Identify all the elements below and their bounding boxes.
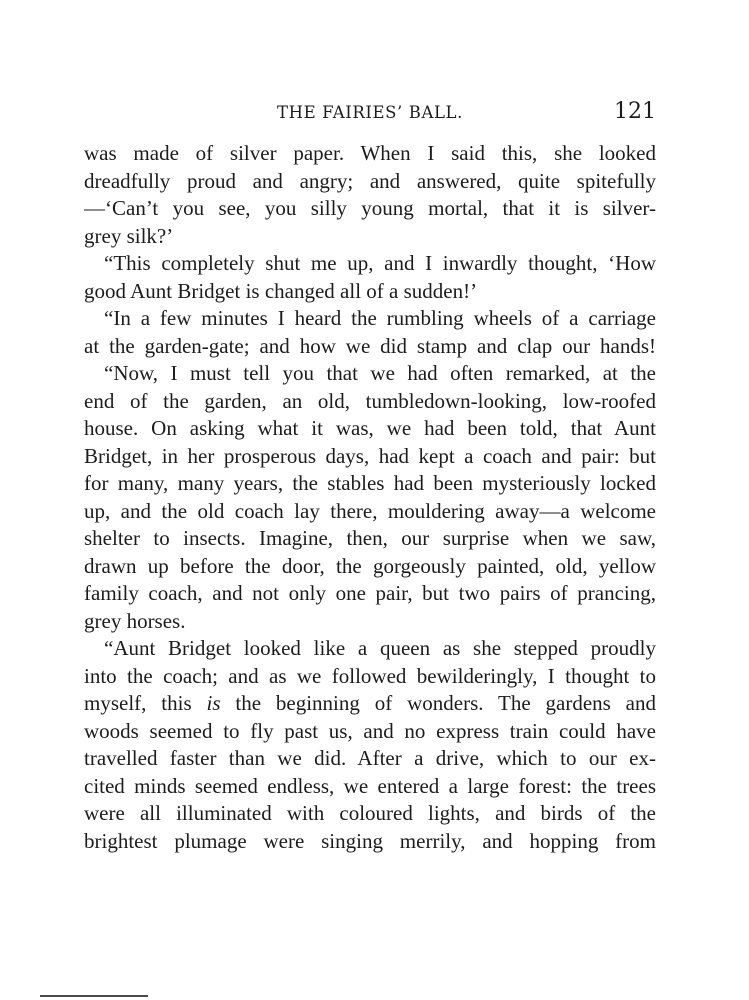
- body-text: [84, 140, 656, 855]
- text-line: myself, this is the beginning of wonders. The gardens and: [84, 691, 657, 715]
- text-line: “In a few minutes I heard the rumbling wheels of a carriage: [104, 306, 656, 330]
- bottom-rule: [40, 995, 148, 997]
- text-line: brightest plumage were singing merrily, and hopping from: [84, 828, 656, 853]
- text-line: “Aunt Bridget looked like a queen as she stepped proudly: [104, 636, 656, 660]
- paragraph: [84, 360, 656, 635]
- text-line: cited minds seemed endless, we entered a large forest: the trees: [84, 773, 656, 798]
- text-line: grey silk?’: [84, 223, 174, 248]
- text-line: into the coach; and as we followed bewilderingly, I thought to: [84, 663, 656, 688]
- text-line: “This completely shut me up, and I inwardly thought, ‘How: [104, 251, 656, 275]
- paragraph: [84, 140, 656, 250]
- text-line: at the garden-gate; and how we did stamp and clap our hands!: [84, 333, 656, 358]
- text-line: dreadfully proud and angry; and answered, quite spitefully: [84, 168, 656, 193]
- paragraph: [84, 305, 656, 360]
- text-line: “Now, I must tell you that we had often remarked, at the: [104, 361, 656, 385]
- text-line: good Aunt Bridget is changed all of a sudden!’: [84, 278, 478, 303]
- text-line: —‘Can’t you see, you silly young mortal, that it is silver-: [84, 196, 656, 220]
- page-number: 121: [614, 99, 656, 124]
- text-line: Bridget, in her prosperous days, had kept a coach and pair: but: [84, 443, 656, 468]
- text-line: drawn up before the door, the gorgeously painted, old, yellow: [84, 553, 656, 578]
- text-line: family coach, and not only one pair, but two pairs of prancing,: [84, 581, 656, 605]
- text-line: shelter to insects. Imagine, then, our surprise when we saw,: [84, 526, 656, 550]
- text-line: was made of silver paper. When I said this, she looked: [84, 141, 656, 165]
- text-line: for many, many years, the stables had been mysteriously locked: [84, 471, 656, 495]
- text-line: up, and the old coach lay there, mouldering away—a welcome: [84, 498, 656, 523]
- paragraph: [84, 250, 656, 305]
- text-line: house. On asking what it was, we had been told, that Aunt: [84, 416, 656, 440]
- paragraph: [84, 635, 656, 855]
- text-line: travelled faster than we did. After a drive, which to our ex-: [84, 746, 656, 770]
- text-line: end of the garden, an old, tumbledown-looking, low-roofed: [84, 388, 656, 413]
- text-line: woods seemed to fly past us, and no express train could have: [84, 718, 656, 743]
- running-head: [84, 101, 656, 125]
- text-line: grey horses.: [84, 608, 186, 633]
- running-title: THE FAIRIES’ BALL.: [277, 103, 463, 122]
- text-line: were all illuminated with coloured lights, and birds of the: [84, 801, 656, 825]
